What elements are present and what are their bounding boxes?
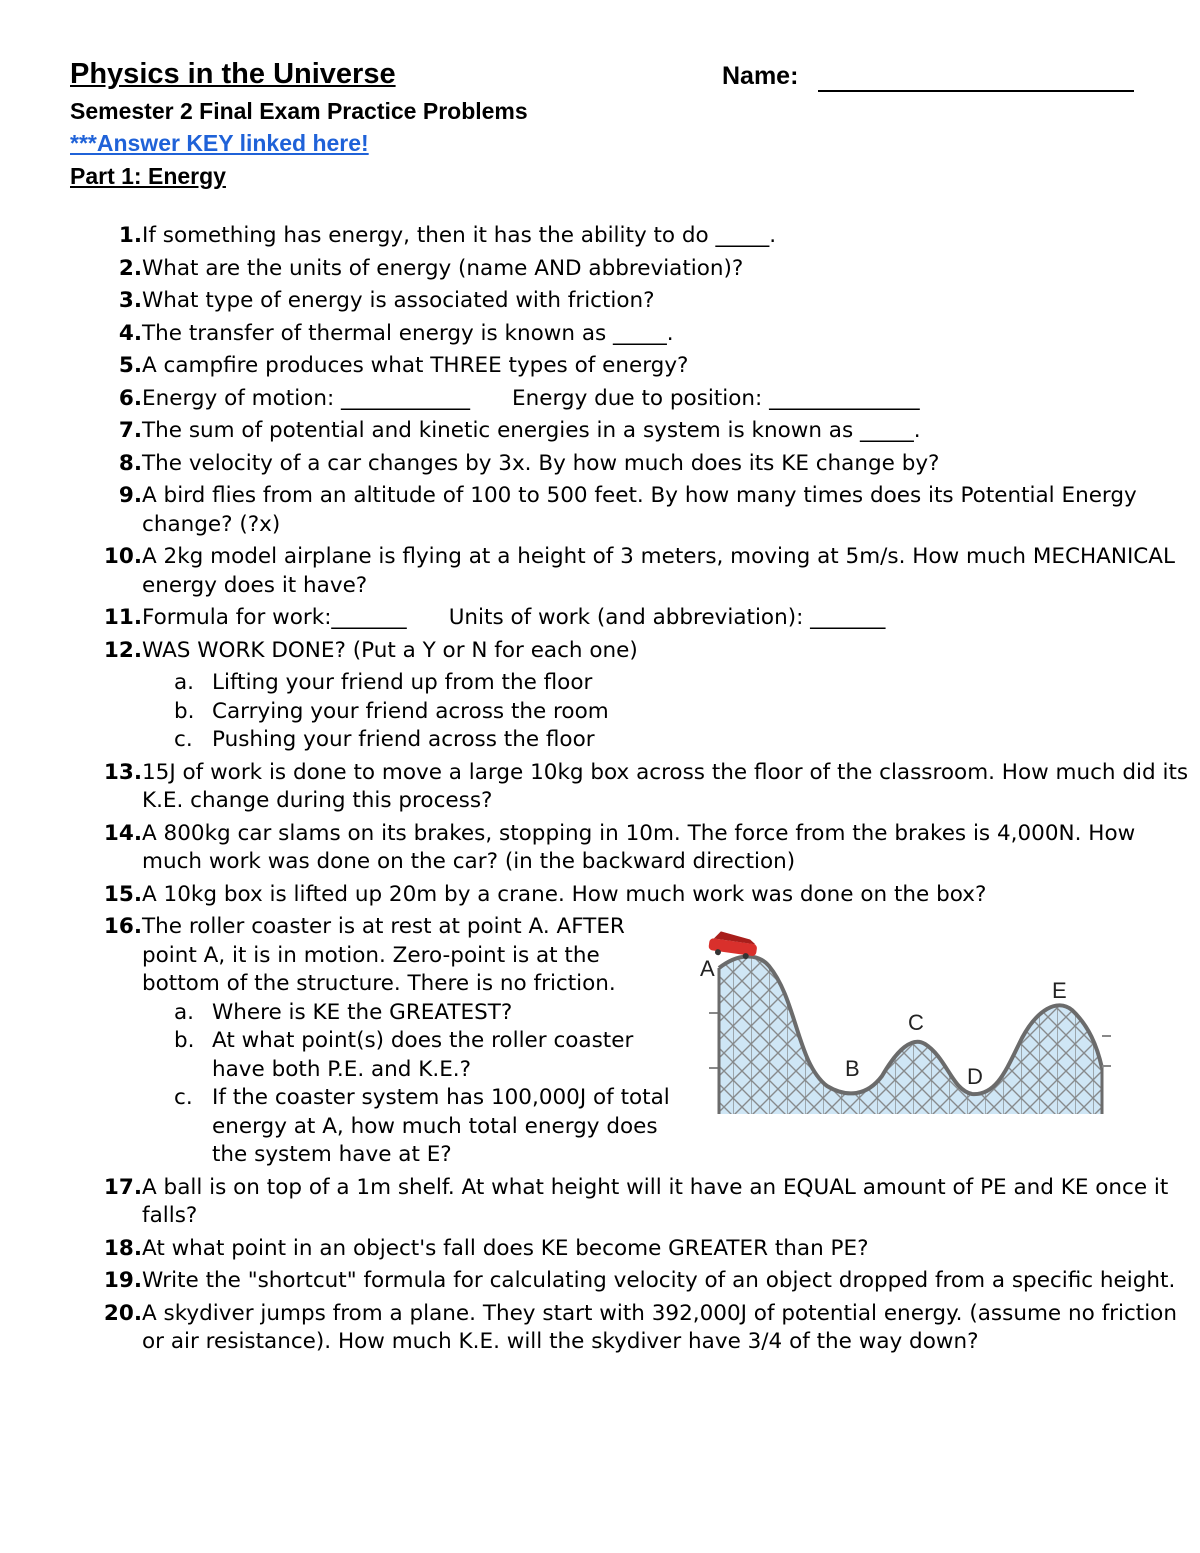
sub-question-letter: a. bbox=[174, 670, 195, 695]
question-number: 14. bbox=[103, 820, 142, 846]
question-number: 15. bbox=[103, 881, 142, 907]
question-number: 5. bbox=[118, 353, 142, 378]
question-10 bbox=[0, 543, 1200, 600]
question-number: 13. bbox=[103, 759, 142, 785]
question-text: The roller coaster is at rest at point A. AFTER point A, it is in motion. Zero-point is at the bottom of the structure. There is no friction. bbox=[142, 914, 625, 996]
question-number: 16. bbox=[103, 914, 142, 939]
sub-question-12c bbox=[0, 726, 1200, 755]
point-label-d: D bbox=[967, 1064, 983, 1089]
question-text-part-a: Formula for work:_______ bbox=[142, 605, 407, 630]
question-text: A 800kg car slams on its brakes, stopping in 10m. The force from the brakes is 4,000N. How much work was done on the car? (in the backward direction) bbox=[142, 820, 1136, 874]
question-number: 8. bbox=[118, 450, 142, 476]
page-title: Physics in the Universe bbox=[70, 58, 396, 90]
question-text: The transfer of thermal energy is known as _____. bbox=[142, 320, 674, 346]
question-text: Write the "shortcut" formula for calculating velocity of an object dropped from a specific height. bbox=[142, 1268, 1176, 1293]
sub-question-letter: b. bbox=[174, 1028, 195, 1053]
question-6 bbox=[0, 385, 1200, 414]
question-number: 7. bbox=[118, 418, 142, 443]
question-11 bbox=[0, 604, 1200, 633]
section-title: Part 1: Energy bbox=[70, 163, 226, 189]
question-number: 3. bbox=[118, 288, 142, 313]
question-text-part-a: Energy of motion: ____________ bbox=[142, 385, 471, 411]
question-13 bbox=[0, 759, 1200, 816]
question-text: A campfire produces what THREE types of energy? bbox=[142, 353, 689, 378]
name-label: Name: bbox=[722, 62, 799, 90]
question-text: A ball is on top of a 1m shelf. At what height will it have an EQUAL amount of PE and KE once it falls? bbox=[142, 1174, 1169, 1228]
sub-question-text: Carrying your friend across the room bbox=[212, 698, 609, 724]
point-label-b: B bbox=[845, 1056, 860, 1081]
question-number: 18. bbox=[103, 1235, 142, 1261]
question-text: If something has energy, then it has the ability to do _____. bbox=[142, 223, 777, 248]
question-18 bbox=[0, 1235, 1200, 1264]
sub-question-letter: a. bbox=[174, 999, 195, 1025]
subtitle: Semester 2 Final Exam Practice Problems bbox=[70, 98, 528, 124]
question-7 bbox=[0, 417, 1200, 446]
question-1 bbox=[0, 222, 1200, 251]
name-blank-line bbox=[818, 90, 1134, 92]
question-number: 6. bbox=[118, 385, 142, 411]
question-text: A 10kg box is lifted up 20m by a crane. How much work was done on the box? bbox=[142, 881, 987, 907]
sub-question-12a bbox=[0, 669, 1200, 698]
question-2 bbox=[0, 255, 1200, 284]
sub-question-16c bbox=[0, 1084, 677, 1170]
question-number: 17. bbox=[103, 1174, 142, 1200]
question-15 bbox=[0, 881, 1200, 910]
question-text: What type of energy is associated with friction? bbox=[142, 288, 655, 313]
question-9 bbox=[0, 482, 1200, 539]
question-text: At what point in an object's fall does KE become GREATER than PE? bbox=[142, 1235, 869, 1261]
question-14 bbox=[0, 820, 1200, 877]
question-number: 11. bbox=[103, 605, 142, 630]
answer-key-link[interactable]: ***Answer KEY linked here! bbox=[70, 130, 369, 156]
sub-question-letter: b. bbox=[174, 698, 195, 724]
question-text: WAS WORK DONE? (Put a Y or N for each one) bbox=[142, 637, 638, 663]
question-8 bbox=[0, 450, 1200, 479]
sub-question-letter: c. bbox=[174, 1085, 193, 1110]
sub-question-text: Pushing your friend across the floor bbox=[212, 727, 595, 752]
question-20 bbox=[0, 1300, 1200, 1357]
question-text: A skydiver jumps from a plane. They start with 392,000J of potential energy. (assume no friction or air resistance). How much K.E. will the skydiver have 3/4 of the way down? bbox=[142, 1300, 1177, 1354]
sub-question-text: Lifting your friend up from the floor bbox=[212, 670, 593, 695]
point-label-a: A bbox=[700, 956, 715, 981]
question-number: 10. bbox=[103, 544, 142, 569]
question-17 bbox=[0, 1174, 1200, 1231]
question-number: 4. bbox=[118, 320, 142, 346]
question-text: A bird flies from an altitude of 100 to 500 feet. By how many times does its Potential Energy change? (?x) bbox=[142, 483, 1137, 537]
question-text-part-b: Units of work (and abbreviation): _______ bbox=[448, 605, 886, 630]
question-3 bbox=[0, 287, 1200, 316]
question-number: 12. bbox=[103, 637, 142, 663]
sub-question-text: If the coaster system has 100,000J of total energy at A, how much total energy does the system have at E? bbox=[212, 1085, 670, 1167]
point-label-c: C bbox=[908, 1010, 924, 1035]
sub-question-12b bbox=[0, 698, 1200, 727]
roller-coaster-diagram bbox=[697, 918, 1111, 1123]
question-text-part-b: Energy due to position: ______________ bbox=[512, 385, 920, 411]
sub-question-16b bbox=[0, 1027, 677, 1084]
point-label-e: E bbox=[1052, 978, 1067, 1003]
question-text: What are the units of energy (name AND abbreviation)? bbox=[142, 255, 744, 281]
question-19 bbox=[0, 1267, 1200, 1296]
question-text: The sum of potential and kinetic energies in a system is known as _____. bbox=[142, 418, 921, 443]
question-number: 20. bbox=[103, 1300, 142, 1326]
question-5 bbox=[0, 352, 1200, 381]
question-number: 2. bbox=[118, 255, 142, 281]
question-list bbox=[0, 222, 1200, 1361]
question-12 bbox=[0, 637, 1200, 666]
sub-question-letter: c. bbox=[174, 727, 193, 752]
question-number: 9. bbox=[118, 483, 142, 508]
question-text: 15J of work is done to move a large 10kg box across the floor of the classroom. How much did its K.E. change during this process? bbox=[142, 759, 1189, 813]
sub-question-text: At what point(s) does the roller coaster have both P.E. and K.E.? bbox=[212, 1028, 634, 1082]
sub-question-text: Where is KE the GREATEST? bbox=[212, 999, 513, 1025]
question-4 bbox=[0, 320, 1200, 349]
question-number: 19. bbox=[103, 1268, 142, 1293]
question-text: A 2kg model airplane is flying at a height of 3 meters, moving at 5m/s. How much MECHANICAL energy does it have? bbox=[142, 544, 1175, 598]
question-text: The velocity of a car changes by 3x. By how much does its KE change by? bbox=[142, 450, 940, 476]
question-number: 1. bbox=[118, 223, 142, 248]
